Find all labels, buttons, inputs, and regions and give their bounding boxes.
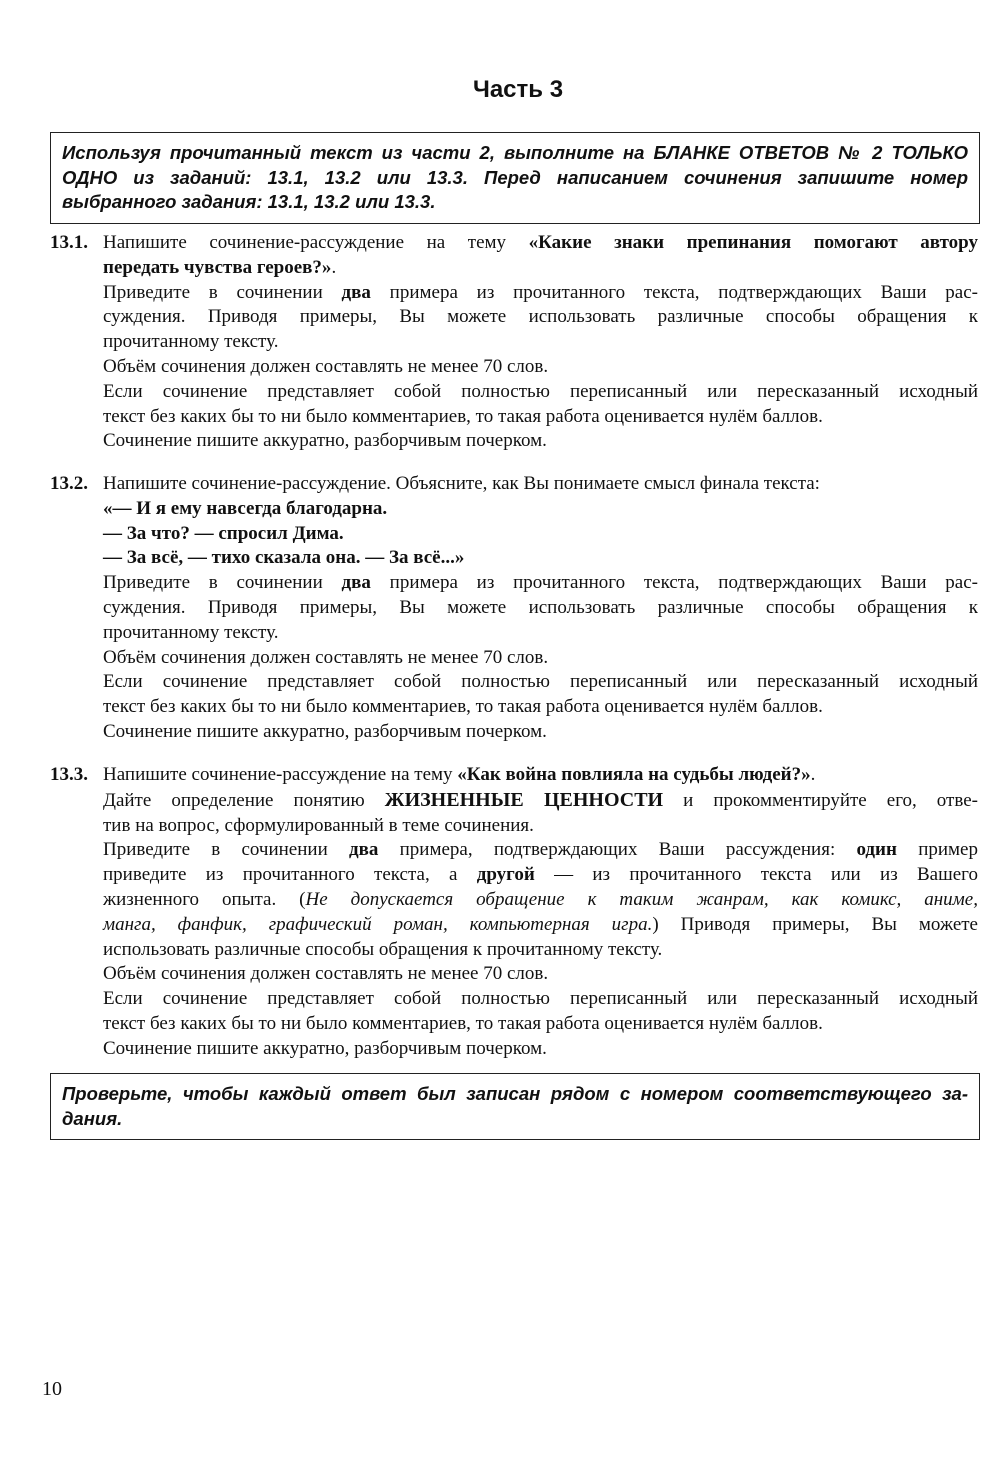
section-title: Часть 3 <box>472 76 564 103</box>
text-segment: жизненного опыта. ( <box>103 888 306 910</box>
text-segment: . <box>810 764 816 785</box>
text-segment: суждения. Приводя примеры, Вы можете использовать различные способы обращения к <box>103 306 978 328</box>
text-segment: Приведите в сочинении <box>103 839 349 861</box>
text-segment: примера, подтверждающих Ваши рассуждения: <box>378 839 857 861</box>
bold-text: другой <box>476 864 535 886</box>
text-line <box>103 380 978 405</box>
text-line <box>103 330 978 355</box>
bold-text: два <box>349 839 379 861</box>
task-number: 13.3. <box>50 764 88 785</box>
text-segment: ) Приводя примеры, Вы можете <box>652 913 978 935</box>
text-line <box>103 646 978 671</box>
bold-text: один <box>856 839 897 861</box>
text-segment: дания. <box>62 1107 123 1129</box>
italic-text: Не допускается обращение к таким жанрам, как комикс, аниме, <box>305 888 978 910</box>
text-line <box>103 546 978 571</box>
text-segment: Сочинение пишите аккуратно, разборчивым почерком. <box>103 1037 547 1059</box>
text-segment: Сочинение пишите аккуратно, разборчивым почерком. <box>103 720 547 742</box>
instruction-box <box>50 132 980 224</box>
text-segment: . <box>331 256 337 278</box>
text-segment: суждения. Приводя примеры, Вы можете использовать различные способы обращения к <box>103 596 978 618</box>
text-line <box>103 596 978 621</box>
text-segment: приведите из прочитанного текста, а <box>103 864 477 886</box>
bold-text: передать чувства героев?» <box>103 256 332 278</box>
text-segment: Напишите сочинение-рассуждение на тему <box>103 764 458 785</box>
bold-text: два <box>341 572 371 594</box>
task-body <box>103 231 978 454</box>
page-number: 10 <box>42 1378 62 1400</box>
task-body <box>103 472 978 745</box>
bold-text: — За всё, — тихо сказала она. — За всё...» <box>103 547 465 569</box>
text-segment: использовать различные способы обращения к прочитанному тексту. <box>103 938 663 960</box>
text-line <box>103 621 978 646</box>
text-line <box>103 838 978 863</box>
text-line <box>103 888 978 913</box>
bold-text: — За что? — спросил Дима. <box>103 522 344 544</box>
text-line <box>103 256 978 281</box>
text-segment: Напишите сочинение-рассуждение. Объясните, как Вы понимаете смысл финала текста: <box>103 473 820 494</box>
bold-text: ЖИЗНЕННЫЕ ЦЕННОСТИ <box>384 788 664 811</box>
bold-text: «Как война повлияла на судьбы людей?» <box>457 764 811 785</box>
text-line <box>103 305 978 330</box>
text-segment: прочитанному тексту. <box>103 621 279 643</box>
text-segment: Приведите в сочинении <box>103 572 342 594</box>
bold-text: «Какие знаки препинания помогают автору <box>528 232 978 253</box>
text-line <box>103 863 978 888</box>
text-line <box>103 571 978 596</box>
text-segment: Объём сочинения должен составлять не менее 70 слов. <box>103 355 549 377</box>
check-reminder-box <box>50 1073 980 1140</box>
text-segment: Напишите сочинение-рассуждение на тему <box>103 232 529 253</box>
text-line <box>62 1082 968 1107</box>
text-line <box>62 141 968 166</box>
text-line <box>103 355 978 380</box>
text-line <box>103 405 978 430</box>
text-line <box>103 497 978 522</box>
text-line <box>103 695 978 720</box>
text-line <box>103 1037 978 1062</box>
text-segment: текст без каких бы то ни было комментариев, то такая работа оценивается нулём баллов. <box>103 405 823 427</box>
text-segment: Объём сочинения должен составлять не менее 70 слов. <box>103 646 549 668</box>
text-line <box>103 788 978 814</box>
task-13-1 <box>50 231 980 454</box>
text-line <box>103 720 978 745</box>
text-line <box>103 281 978 306</box>
text-line <box>103 522 978 547</box>
text-segment: и прокомментируйте его, отве- <box>663 789 978 811</box>
text-line <box>103 962 978 987</box>
italic-text: манга, фанфик, графический роман, компьютерная игра. <box>103 913 653 935</box>
text-line <box>103 231 978 256</box>
text-segment: Если сочинение представляет собой полностью переписанный или пересказанный исходный <box>103 380 978 402</box>
task-number: 13.2. <box>50 473 88 494</box>
text-line <box>103 429 978 454</box>
text-segment: текст без каких бы то ни было комментариев, то такая работа оценивается нулём баллов. <box>103 1012 823 1034</box>
text-line <box>103 1012 978 1037</box>
bold-text: «— И я ему навсегда благодарна. <box>103 497 388 519</box>
text-segment: Приведите в сочинении <box>103 281 342 303</box>
text-segment: Объём сочинения должен составлять не менее 70 слов. <box>103 963 549 985</box>
text-segment: Используя прочитанный текст из части 2, выполните на БЛАНКЕ ОТВЕТОВ № 2 ТОЛЬКО <box>62 142 968 163</box>
text-segment: Сочинение пишите аккуратно, разборчивым почерком. <box>103 430 547 452</box>
text-segment: Проверьте, чтобы каждый ответ был записан рядом с номером соответствующего за- <box>62 1083 968 1104</box>
text-segment: текст без каких бы то ни было комментариев, то такая работа оценивается нулём баллов. <box>103 696 823 718</box>
text-line <box>103 913 978 938</box>
text-segment: пример <box>896 839 978 861</box>
text-segment: Дайте определение понятию <box>103 789 385 811</box>
text-segment: выбранного задания: 13.1, 13.2 или 13.3. <box>62 191 436 212</box>
task-13-3 <box>50 763 980 1062</box>
text-line <box>62 190 968 215</box>
text-line <box>103 670 978 695</box>
text-segment: прочитанному тексту. <box>103 331 279 353</box>
task-number: 13.1. <box>50 232 88 253</box>
text-segment: Если сочинение представляет собой полностью переписанный или пересказанный исходный <box>103 671 978 693</box>
text-segment: ОДНО из заданий: 13.1, 13.2 или 13.3. Перед написанием сочинения запишите номер <box>62 166 968 188</box>
text-segment: примера из прочитанного текста, подтверждающих Ваши рас- <box>370 281 978 303</box>
text-line <box>103 938 978 963</box>
text-line <box>103 472 978 497</box>
text-line <box>103 763 978 788</box>
text-line <box>103 814 978 839</box>
task-13-2 <box>50 472 980 745</box>
text-segment: Если сочинение представляет собой полностью переписанный или пересказанный исходный <box>103 988 978 1010</box>
text-segment: примера из прочитанного текста, подтверждающих Ваши рас- <box>370 572 978 594</box>
text-line <box>62 166 968 191</box>
text-segment: — из прочитанного текста или из Вашего <box>534 864 978 886</box>
text-line <box>62 1107 968 1132</box>
bold-text: два <box>341 281 371 303</box>
task-body <box>103 763 978 1062</box>
text-line <box>103 987 978 1012</box>
text-segment: тив на вопрос, сформулированный в теме сочинения. <box>103 814 534 836</box>
